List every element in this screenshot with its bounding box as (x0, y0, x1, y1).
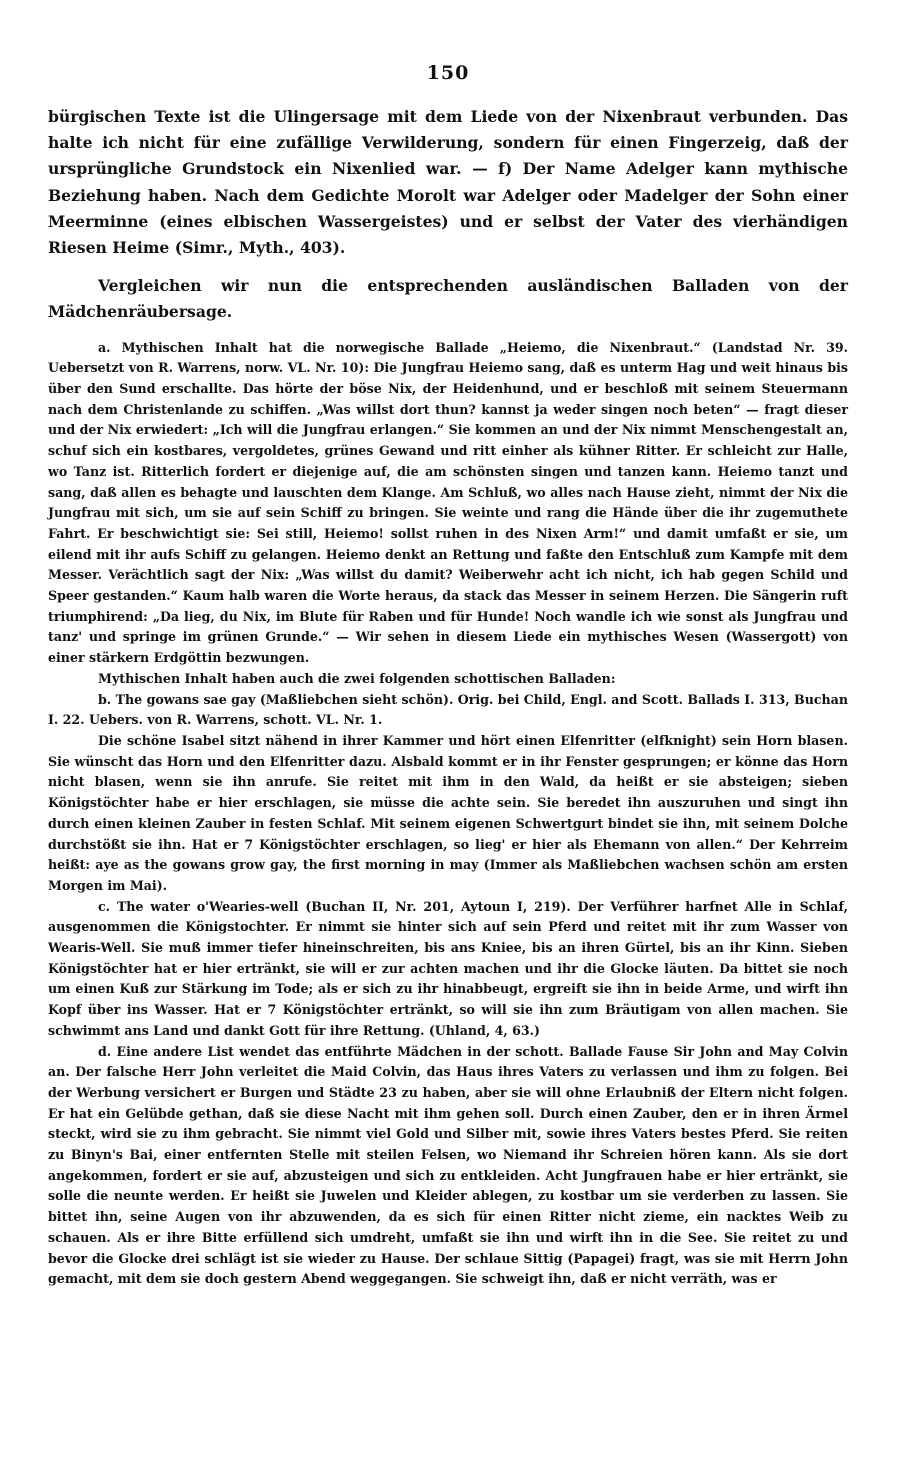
scottish-ballads-intro: Mythischen Inhalt haben auch die zwei folgenden schottischen Balladen: (98, 670, 616, 686)
page-number: 150 (426, 62, 470, 84)
paragraph-comparison: Vergleichen wir nun die entsprechenden ausländischen Balladen von der Mädchenräubersage. (48, 276, 848, 322)
ballad-d-may-colvin: d. Eine andere List wendet das entführte Mädchen in der schott. Ballade Fause Sir John and May Colvin an. Der falsche Herr John verleitet die Maid Colvin, das Haus ihres Vaters zu verlassen und ihm zu folgen. Bei der Werbung versichert er Burgen und Städte 23 zu haben, aber sie will ohne Erlaubniß der Eltern nicht folgen. Er hat ein Gelübde gethan, daß sie diese Nacht mit ihm gehen soll. Durch einen Zauber, den er in ihren Ärmel steckt, wird sie zu ihm gebracht. Sie nimmt viel Gold und Silber mit, sowie ihres Vaters bestes Pferd. Sie reiten zu Binyn's Bai, einer entfernten Stelle mit steilen Felsen, wo Niemand ihr Schreien hören kann. Als sie dort angekommen, fordert er sie auf, abzusteigen und sich zu entkleiden. Acht Jungfrauen habe er hier ertränkt, sie solle die neunte werden. Er heißt sie Juwelen und Kleider ablegen, zu kostbar um sie verderben zu lassen. Sie bittet ihn, seine Augen von ihr abzuwenden, da es sich für einen Ritter nicht zieme, ein nacktes Weib zu schauen. Als er ihre Bitte erfüllend sich umdreht, umfaßt sie ihn und wirft ihn in die See. Sie reitet zu und bevor die Glocke drei schlägt ist sie wieder zu Hause. Der schlaue Sittig (Papagei) fragt, was sie mit Herrn John gemacht, mit dem sie doch gestern Abend weggegangen. Sie schweigt ihn, daß er nicht verräth, was er (48, 1043, 848, 1287)
ballad-b-heading: b. The gowans sae gay (Maßliebchen sieht schön). Orig. bei Child, Engl. and Scott. Ballads I. 313, Buchan I. 22. Uebers. von R. Warrens, schott. VL. Nr. 1. (48, 691, 848, 728)
paragraph-intro: bürgischen Texte ist die Ulingersage mit dem Liede von der Nixenbraut verbunden. Das halte ich nicht für eine zufällige Verwilderung, sondern für einen Fingerzeig, daß der ursprüngliche Grundstock ein Nixenlied war. — f) Der Name Adelger kann mythische Beziehung haben. Nach dem Gedichte Morolt war Adelger oder Madelger der Sohn einer Meerminne (eines elbischen Wassergeistes) und er selbst der Vater des vierhändigen Riesen Heime (Simr., Myth., 403). (48, 107, 848, 258)
page-body (48, 62, 848, 1290)
ballad-c-wearies-well: c. The water o'Wearies-well (Buchan II, Nr. 201, Aytoun I, 219). Der Verführer harfnet Alle in Schlaf, ausgenommen die Königstochter. Er nimmt sie hinter sich auf sein Pferd und reitet mit ihr zum Wasser von Wearis-Well. Sie muß immer tiefer hineinschreiten, bis ans Kniee, bis an ihren Gürtel, bis an ihr Kinn. Sieben Königstöchter hat er hier ertränkt, sie will er zur achten machen und ihr die Glocke läuten. Da bittet sie noch um einen Kuß zur Stärkung im Tode; als er sich zu ihr hinabbeugt, ergreift sie ihn in beide Arme, und wirft ihn Kopf über ins Wasser. Hat er 7 Königstöchter ertränkt, so will sie ihn zum Bräutigam von allen machen. Sie schwimmt ans Land und dankt Gott für ihre Rettung. (Uhland, 4, 63.) (48, 898, 848, 1038)
ballad-b-summary: Die schöne Isabel sitzt nähend in ihrer Kammer und hört einen Elfenritter (elfknight) sein Horn blasen. Sie wünscht das Horn und den Elfenritter dazu. Alsbald kommt er in ihr Fenster gesprungen; er könne das Horn nicht blasen, wenn sie ihn anrufe. Sie reitet mit ihm in den Wald, da heißt er sie absteigen; sieben Königstöchter habe er hier erschlagen, sie müsse die achte sein. Sie beredet ihn auszuruhen und singt ihn durch einen kleinen Zauber in festen Schlaf. Mit seinem eigenen Schwertgurt bindet sie ihn, mit seinem Dolche durchstößt sie ihn. Hat er 7 Königstöchter erschlagen, so lieg' er hier als Ehemann von allen.“ Der Kehrreim heißt: aye as the gowans grow gay, the first morning in may (Immer als Maßliebchen wachsen schön am ersten Morgen im Mai). (48, 732, 848, 893)
ballad-summaries (48, 338, 848, 1290)
ballad-a-heiemo: a. Mythischen Inhalt hat die norwegische Ballade „Heiemo, die Nixenbraut.“ (Landstad Nr. 39. Uebersetzt von R. Warrens, norw. VL. Nr. 10): Die Jungfrau Heiemo sang, daß es unterm Hag und weit hinaus bis über den Sund erschallte. Das hörte der böse Nix, der Heidenhund, und er beschloß mit seinem Steuermann nach dem Christenlande zu schiffen. „Was willst dort thun? kannst ja weder singen noch beten“ — fragt dieser und der Nix erwiedert: „Ich will die Jungfrau erlangen.“ Sie kommen an und der Nix nimmt Menschengestalt an, schuf sich ein kostbares, vergoldetes, grünes Gewand und ritt einher als kühner Ritter. Er schleicht zur Halle, wo Tanz ist. Ritterlich fordert er diejenige auf, die am schönsten singen und tanzen kann. Heiemo tanzt und sang, daß allen es behagte und lauschten dem Klange. Am Schluß, wo alles nach Hause zieht, nimmt der Nix die Jungfrau mit sich, um sie auf sein Schiff zu bringen. Sie weinte und rang die Hände über die ihr zugemuthete Fahrt. Er beschwichtigt sie: Sei still, Heiemo! sollst ruhen in des Nixen Arm!“ und damit umfaßt er sie, um eilend mit ihr aufs Schiff zu gelangen. Heiemo denkt an Rettung und faßte den Entschluß zum Kampfe mit dem Messer. Verächtlich sagt der Nix: „Was willst du damit? Weiberwehr acht ich nicht, ich hab gegen Schild und Speer gestanden.“ Kaum halb waren die Worte heraus, da stack das Messer in seinem Herzen. Die Sängerin ruft triumphirend: „Da lieg, du Nix, im Blute für Raben und für Hunde! Noch wandle ich wie sonst als Jungfrau und tanz' und springe im grünen Grunde.“ — Wir sehen in diesem Liede ein mythisches Wesen (Wassergott) von einer stärkern Erdgöttin bezwungen. (48, 339, 848, 666)
